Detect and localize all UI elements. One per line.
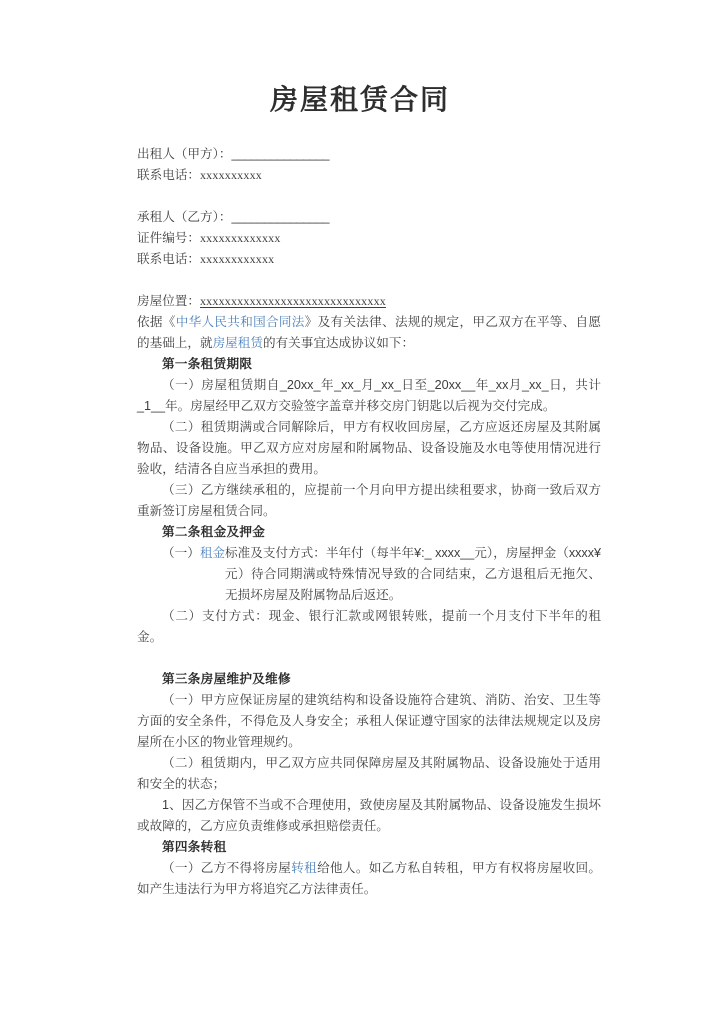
spacer xyxy=(137,186,601,207)
lessee-phone-value: xxxxxxxxxxxx xyxy=(199,252,275,266)
lessor-blank-field[interactable]: _______________ xyxy=(231,147,330,161)
lessor-line xyxy=(137,144,601,165)
spacer xyxy=(137,270,601,291)
rent-link[interactable]: 租金 xyxy=(199,546,226,560)
section-heading-2: 第二条租金及押金 xyxy=(162,525,266,539)
lessor-label: 出租人（甲方）： xyxy=(137,147,232,161)
spacer xyxy=(137,648,601,669)
property-location-value: xxxxxxxxxxxxxxxxxxxxxxxxxxxxxx xyxy=(199,294,386,308)
section-3-paragraph-1: （一）甲方应保证房屋的建筑结构和设备设施符合建筑、消防、治安、卫生等方面的安全条件，不得危及人身安全；承租人保证遵守国家的法律法规规定以及房屋所在小区的物业管理规约。 xyxy=(137,693,601,749)
document-body xyxy=(137,144,601,900)
lessee-phone-label: 联系电话： xyxy=(137,252,200,266)
section-3-paragraph-2: （二）租赁期内，甲乙双方应共同保障房屋及其附属物品、设备设施处于适用和安全的状态； xyxy=(137,756,601,791)
lessee-id-value: xxxxxxxxxxxxx xyxy=(199,231,281,245)
contract-law-link[interactable]: 中华人民共和国合同法 xyxy=(175,315,305,329)
lessee-phone-line xyxy=(137,249,601,270)
section-heading-4: 第四条转租 xyxy=(162,840,227,854)
property-location-label: 房屋位置： xyxy=(137,294,200,308)
lessor-phone-label: 联系电话： xyxy=(137,168,200,182)
lessee-label: 承租人（乙方）： xyxy=(137,210,232,224)
lessee-id-label: 证件编号： xyxy=(137,231,200,245)
lessee-blank-field[interactable]: _______________ xyxy=(231,210,330,224)
rent-clause-prefix: （一） xyxy=(162,546,200,560)
preamble-part3: 的有关事宜达成协议如下： xyxy=(262,336,415,350)
lessor-phone-value: xxxxxxxxxx xyxy=(199,168,262,182)
section-2-payment-paragraph: （二）支付方式：现金、银行汇款或网银转账，提前一个月支付下半年的租金。 xyxy=(137,609,601,644)
sublet-clause-suffix: 给他人。如乙方私自转租，甲方有权将房屋收回。如产生违法行为甲方将追究乙方法律责任。 xyxy=(137,861,602,896)
lessee-id-line xyxy=(137,228,601,249)
section-4-sublet-paragraph xyxy=(137,858,601,900)
sublet-link[interactable]: 转租 xyxy=(291,861,318,875)
rent-clause-body: 标准及支付方式：半年付（每半年¥:_ xxxx__元），房屋押金（xxxx¥ 元）待合同期满或特殊情况导致的合同结束，乙方退租后无拖欠、无损坏房屋及附属物品后返还。 xyxy=(225,546,602,602)
page-title: 房屋租赁合同 xyxy=(269,85,450,116)
preamble-paragraph xyxy=(137,312,601,354)
section-heading-1: 第一条租赁期限 xyxy=(162,357,253,371)
house-lease-link[interactable]: 房屋租赁 xyxy=(212,336,263,350)
lessor-phone-line xyxy=(137,165,601,186)
property-location-line xyxy=(137,291,601,312)
preamble-part2: 》及有关法律、法规的规定，甲乙双方在平等、自愿的基础上，就 xyxy=(137,315,602,350)
sublet-clause-prefix: （一）乙方不得将房屋 xyxy=(162,861,292,875)
section-1-paragraph-3: （三）乙方继续承租的，应提前一个月向甲方提出续租要求，协商一致后双方重新签订房屋租赁合同。 xyxy=(137,483,601,518)
section-1-paragraph-1: （一）房屋租赁期自_20xx_年_xx_月_xx_日至_20xx__年_xx月_xx_日，共计_1__年。房屋经甲乙双方交验签字盖章并移交房门钥匙以后视为交付完成。 xyxy=(137,378,601,413)
preamble-part1: 依据《 xyxy=(137,315,176,329)
section-heading-3: 第三条房屋维护及维修 xyxy=(162,672,291,686)
lessee-line xyxy=(137,207,601,228)
section-2-rent-paragraph xyxy=(137,543,601,606)
section-1-paragraph-2: （二）租赁期满或合同解除后，甲方有权收回房屋，乙方应返还房屋及其附属物品、设备设施。甲乙双方应对房屋和附属物品、设备设施及水电等使用情况进行验收，结清各自应当承担的费用。 xyxy=(137,420,601,476)
section-3-paragraph-3: 1、因乙方保管不当或不合理使用，致使房屋及其附属物品、设备设施发生损坏或故障的，乙方应负责维修或承担赔偿责任。 xyxy=(137,798,601,833)
